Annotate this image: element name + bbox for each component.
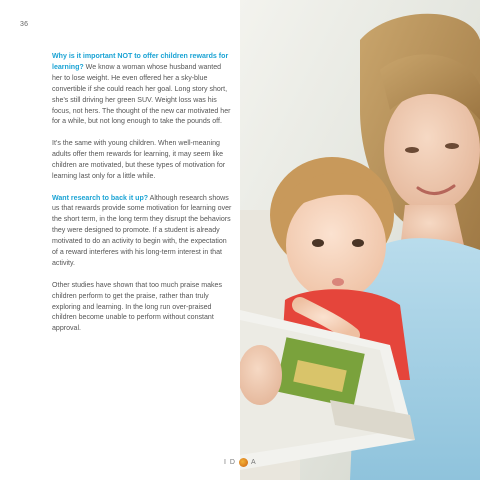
question-heading-1: Why is it important NOT to offer children rewards for learning? [52,53,229,71]
article-column [52,52,232,346]
logo-text-left: I D [224,459,236,466]
paragraph-1-body: We know a woman whose husband wanted her to lose weight. He even offered her a sky-blue convertible if she could reach her goal. Long story short, she’s still driving her green SUV. Weight loss was his focus, not hers. The thought of the new car motivated her for a while, but not long enough to take the pounds off. [52,63,231,126]
logo-text-right: A [250,459,257,466]
paragraph-3-body: Although research shows us that rewards provide some motivation for learning over the short term, in the long term they disrupt the behaviors they were designed to promote. If a student is already motivated to do an activity to begin with, the expectation of a reward interferes with his long-term interest in that activity. [52,194,232,267]
paragraph-2 [52,139,232,183]
paragraph-3 [52,194,232,270]
paragraph-4-body: Other studies have shown that too much praise makes children perform to get the praise, rather than truly exploring and learning. In the long run over-praised children become unable to perform without constant approval. [52,281,222,333]
publisher-logo [224,458,257,467]
question-heading-2: Want research to back it up? [52,194,149,202]
paragraph-1 [52,52,232,128]
mother-child-reading-photo [240,0,480,480]
page-number: 36 [20,21,29,28]
paragraph-4 [52,281,232,336]
paragraph-2-body: It’s the same with young children. When well-meaning adults offer them rewards for learning, it may seem like children are motivated, but these types of motivation for learning last only for a little while. [52,140,226,180]
logo-mark-icon [239,458,248,467]
